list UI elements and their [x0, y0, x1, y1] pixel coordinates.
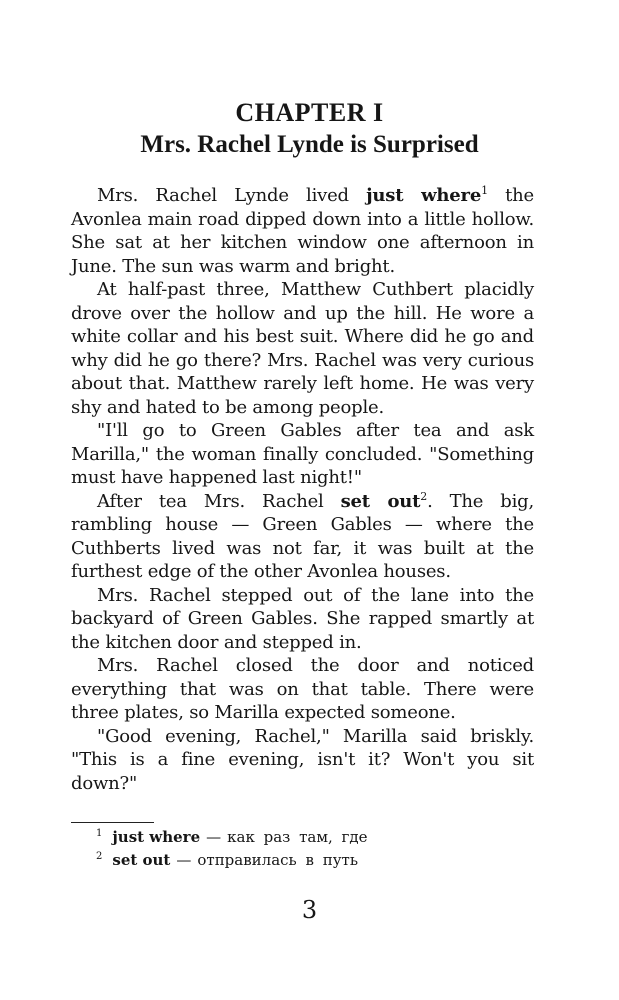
- glossed-term-just-where: just where: [366, 185, 482, 206]
- footnote-term: just where: [112, 828, 201, 846]
- footnote-gloss: как раз там, где: [227, 828, 368, 846]
- footnote-gloss: отправилась в путь: [197, 851, 358, 869]
- paragraph-4: [71, 490, 534, 584]
- page-number: 3: [301, 896, 318, 924]
- footnote-dash: —: [176, 851, 192, 869]
- footnote-term: set out: [112, 851, 171, 869]
- chapter-title: Mrs. Rachel Lynde is Surprised: [140, 131, 479, 158]
- paragraph-2: At half-past three, Matthew Cuthbert placidly drove over the hollow and up the hill. He wore a white collar and his best suit. Where did he go and why did he go there? Mrs. Rachel was very curious about that. Matthew rarely left home. He was very shy and hated to be among people.: [71, 279, 534, 418]
- paragraph-7: "Good evening, Rachel," Marilla said briskly. "This is a fine evening, isn't it? Won't you sit down?": [71, 725, 534, 794]
- paragraph-1: [71, 184, 534, 278]
- paragraph-3: "I'll go to Green Gables after tea and ask Marilla," the woman finally concluded. "Something must have happened last night!": [71, 420, 534, 488]
- footnote-number: 1: [96, 828, 103, 839]
- paragraph-6: Mrs. Rachel closed the door and noticed everything that was on that table. There were three plates, so Marilla expected someone.: [71, 655, 534, 723]
- paragraph-5: Mrs. Rachel stepped out of the lane into the backyard of Green Gables. She rapped smartly at the kitchen door and stepped in.: [71, 584, 534, 653]
- footnote-1: [96, 826, 496, 849]
- chapter-number: CHAPTER I: [235, 98, 384, 127]
- footnote-divider: [71, 822, 154, 823]
- chapter-heading: [0, 98, 619, 160]
- body-text: [71, 184, 534, 795]
- paragraph-1-after: the Avonlea main road dipped down into a little hollow. She sat at her kitchen window one afternoon in June. The sun was warm and bright.: [71, 185, 534, 277]
- glossed-term-set-out: set out: [340, 490, 421, 512]
- footnotes: [96, 826, 496, 872]
- paragraph-1-before: Mrs. Rachel Lynde lived: [97, 185, 367, 206]
- footnote-dash: —: [206, 828, 222, 846]
- footnote-ref-1: 1: [481, 184, 488, 197]
- footnote-number: 2: [96, 851, 103, 862]
- footnote-2: [96, 849, 496, 872]
- paragraph-4-before: After tea Mrs. Rachel: [97, 490, 341, 512]
- footnote-ref-2: 2: [420, 489, 428, 503]
- paragraph-4-after: . The big, rambling house — Green Gables — where the Cuthberts lived was not far, it was built at the furthest edge of the other Avonlea houses.: [71, 490, 534, 582]
